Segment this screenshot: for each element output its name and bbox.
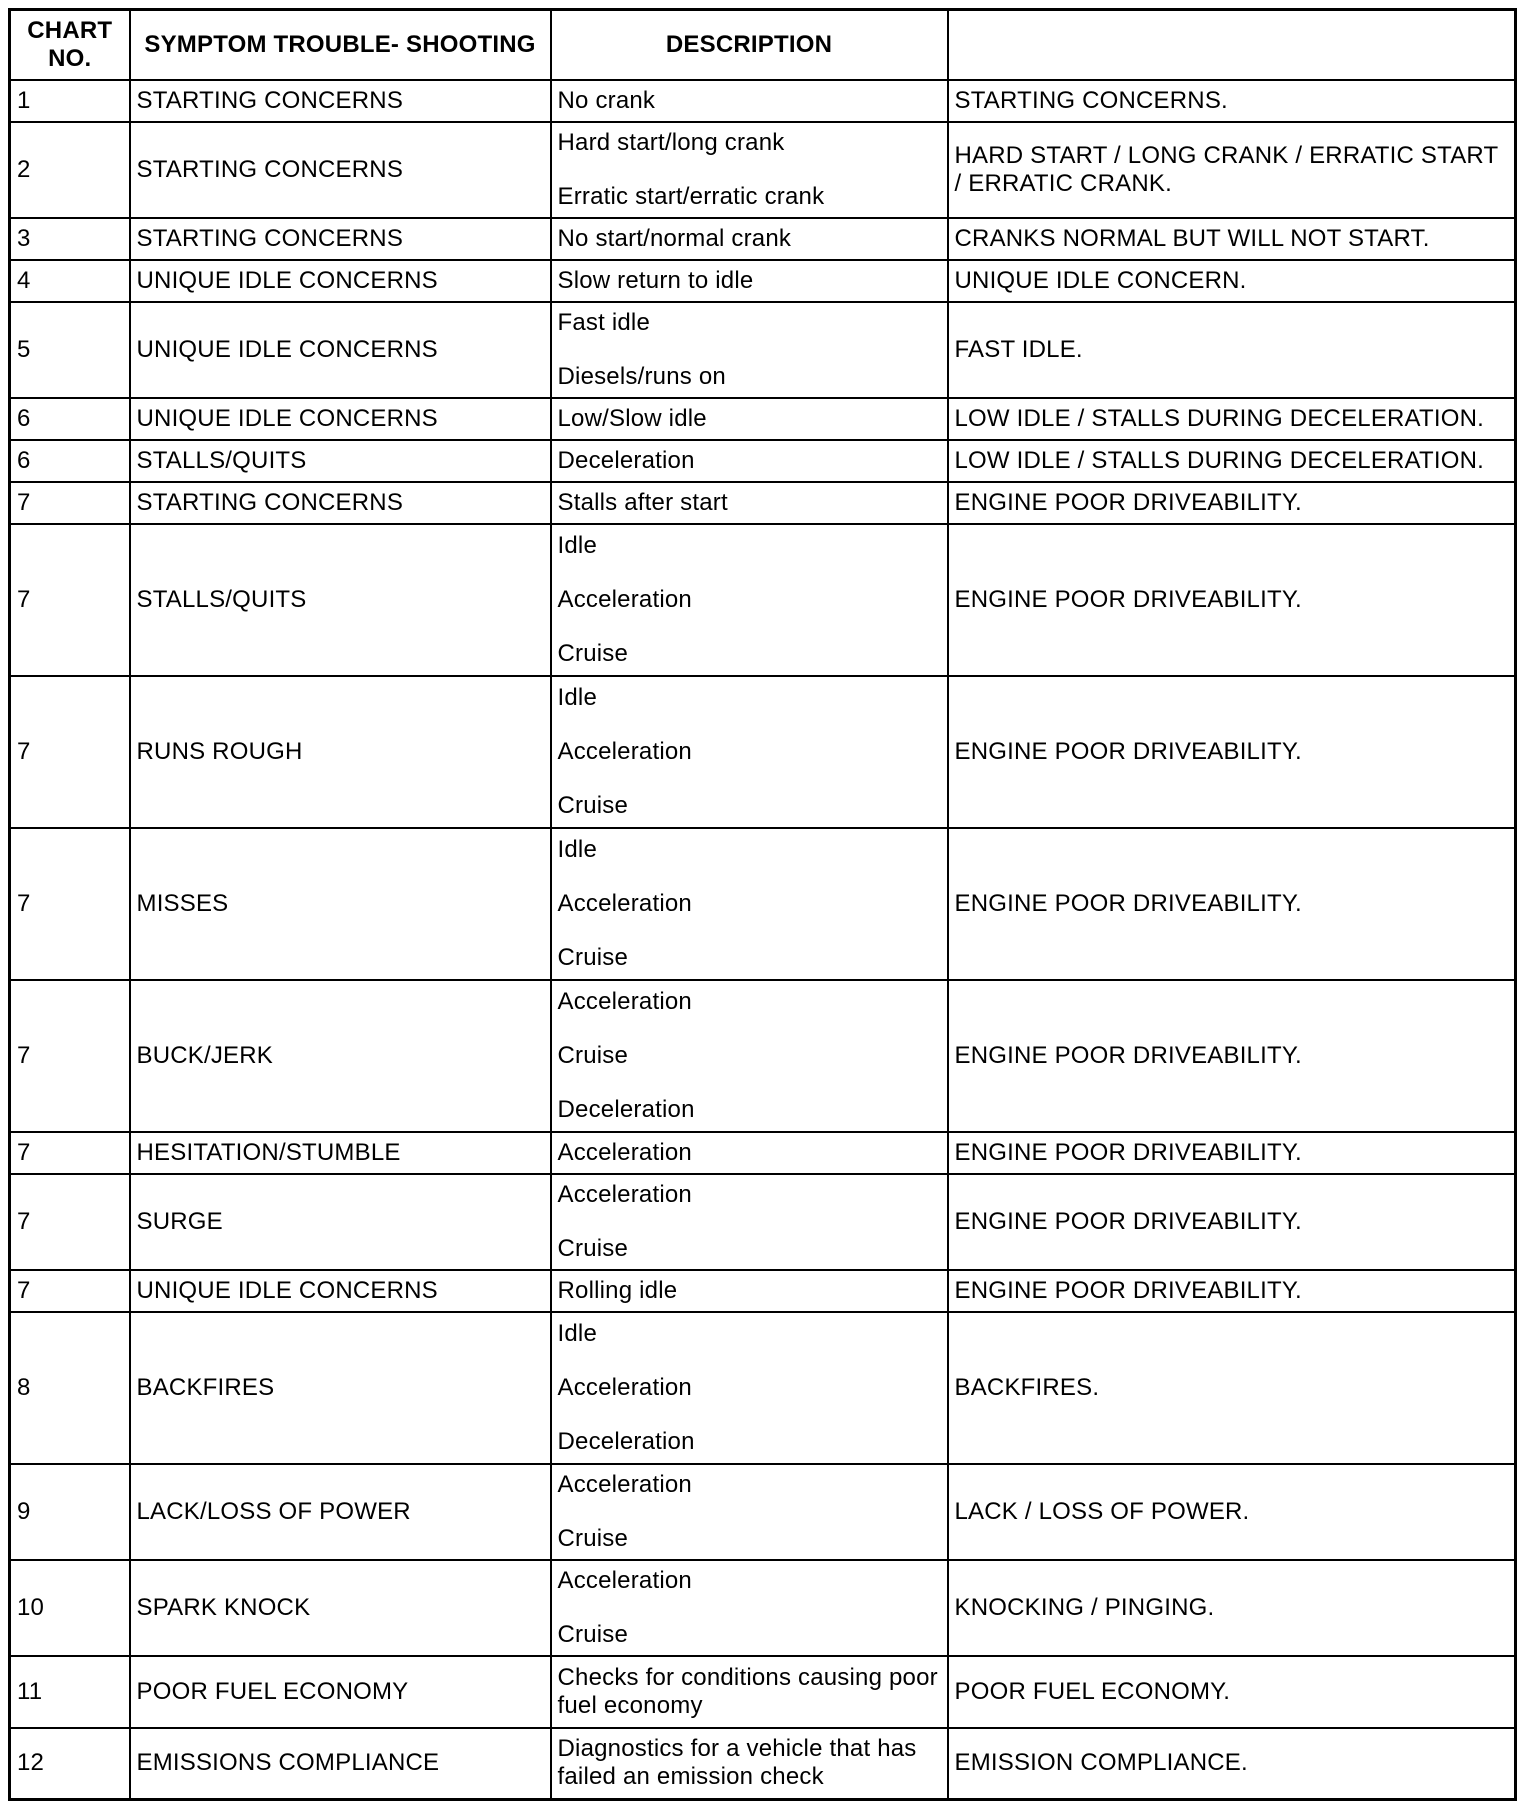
table-row [10,1656,1516,1728]
chart-no-cell: 7 [10,828,130,980]
description-line: Cruise [557,943,629,971]
description-line: Acceleration [557,1566,692,1594]
description-cell [551,1560,948,1656]
symptom-cell: BACKFIRES [130,1312,551,1464]
result-cell: HARD START / LONG CRANK / ERRATIC START / ERRATIC CRANK. [948,122,1516,218]
description-line: Hard start/long crank [557,128,785,156]
symptom-cell: UNIQUE IDLE CONCERNS [130,302,551,398]
description-line: Cruise [557,1524,629,1552]
result-cell: CRANKS NORMAL BUT WILL NOT START. [948,218,1516,260]
result-cell: KNOCKING / PINGING. [948,1560,1516,1656]
description-cell [551,260,948,302]
table-row [10,1270,1516,1312]
description-cell [551,440,948,482]
symptom-cell: STALLS/QUITS [130,440,551,482]
table-row [10,676,1516,828]
table-row [10,398,1516,440]
description-line: Cruise [557,791,629,819]
result-cell: ENGINE POOR DRIVEABILITY. [948,482,1516,524]
table-row [10,1132,1516,1174]
chart-no-cell: 9 [10,1464,130,1560]
symptom-cell: UNIQUE IDLE CONCERNS [130,260,551,302]
description-line: Acceleration [557,1373,692,1401]
result-cell: LOW IDLE / STALLS DURING DECELERATION. [948,440,1516,482]
table-row [10,1728,1516,1800]
table-row [10,1464,1516,1560]
description-line: Slow return to idle [557,266,754,294]
symptom-cell: SPARK KNOCK [130,1560,551,1656]
result-cell: UNIQUE IDLE CONCERN. [948,260,1516,302]
symptom-cell: MISSES [130,828,551,980]
result-cell: ENGINE POOR DRIVEABILITY. [948,980,1516,1132]
table-row [10,1560,1516,1656]
symptom-cell: STARTING CONCERNS [130,482,551,524]
description-cell [551,1656,948,1728]
description-line: Cruise [557,1620,629,1648]
symptom-cell: STARTING CONCERNS [130,122,551,218]
description-line: Cruise [557,1041,629,1069]
result-cell: EMISSION COMPLIANCE. [948,1728,1516,1800]
result-cell: LOW IDLE / STALLS DURING DECELERATION. [948,398,1516,440]
result-cell: ENGINE POOR DRIVEABILITY. [948,828,1516,980]
result-cell: ENGINE POOR DRIVEABILITY. [948,524,1516,676]
chart-no-cell: 7 [10,1132,130,1174]
chart-no-cell: 7 [10,1174,130,1270]
header-symptom: SYMPTOM TROUBLE- SHOOTING [130,10,551,80]
table-row [10,524,1516,676]
description-line: Low/Slow idle [557,404,707,432]
table-row [10,980,1516,1132]
result-cell: ENGINE POOR DRIVEABILITY. [948,1270,1516,1312]
description-line: Deceleration [557,1427,695,1455]
description-line: Deceleration [557,1095,695,1123]
chart-no-cell: 6 [10,440,130,482]
table-row [10,828,1516,980]
symptom-cell: STARTING CONCERNS [130,80,551,122]
description-line: Acceleration [557,889,692,917]
table-row [10,482,1516,524]
symptom-chart-table [8,8,1517,1801]
symptom-cell: STARTING CONCERNS [130,218,551,260]
description-line: Acceleration [557,987,692,1015]
table-row [10,260,1516,302]
symptom-cell: LACK/LOSS OF POWER [130,1464,551,1560]
symptom-cell: RUNS ROUGH [130,676,551,828]
result-cell: ENGINE POOR DRIVEABILITY. [948,1132,1516,1174]
table-row [10,302,1516,398]
symptom-cell: STALLS/QUITS [130,524,551,676]
chart-no-cell: 7 [10,524,130,676]
description-cell [551,980,948,1132]
header-description: DESCRIPTION [551,10,948,80]
description-line: No start/normal crank [557,224,792,252]
description-cell [551,1174,948,1270]
chart-no-cell: 6 [10,398,130,440]
description-line: Deceleration [557,446,695,474]
description-line: Idle [557,835,597,863]
description-line: Erratic start/erratic crank [557,182,825,210]
table-row [10,122,1516,218]
result-cell: ENGINE POOR DRIVEABILITY. [948,1174,1516,1270]
symptom-cell: HESITATION/STUMBLE [130,1132,551,1174]
symptom-cell: UNIQUE IDLE CONCERNS [130,398,551,440]
result-cell: FAST IDLE. [948,302,1516,398]
table-row [10,1174,1516,1270]
description-cell [551,122,948,218]
description-cell [551,1270,948,1312]
description-line: Acceleration [557,585,692,613]
description-cell [551,828,948,980]
description-cell [551,398,948,440]
chart-no-cell: 8 [10,1312,130,1464]
chart-no-cell: 4 [10,260,130,302]
description-line: Idle [557,531,597,559]
chart-no-cell: 2 [10,122,130,218]
description-line: Diesels/runs on [557,362,726,390]
chart-no-cell: 7 [10,482,130,524]
symptom-cell: UNIQUE IDLE CONCERNS [130,1270,551,1312]
description-cell [551,482,948,524]
description-cell [551,676,948,828]
chart-no-cell: 1 [10,80,130,122]
description-line: Checks for conditions causing poor fuel economy [557,1663,938,1719]
description-line: Idle [557,683,597,711]
chart-no-cell: 7 [10,1270,130,1312]
description-line: Acceleration [557,1470,692,1498]
chart-no-cell: 12 [10,1728,130,1800]
table-row [10,440,1516,482]
chart-no-cell: 11 [10,1656,130,1728]
description-line: Acceleration [557,1138,692,1166]
chart-no-cell: 3 [10,218,130,260]
symptom-cell: SURGE [130,1174,551,1270]
description-line: Acceleration [557,737,692,765]
description-cell [551,1728,948,1800]
chart-no-cell: 7 [10,676,130,828]
description-cell [551,302,948,398]
header-chart-no: CHART NO. [10,10,130,80]
description-cell [551,1132,948,1174]
chart-no-cell: 5 [10,302,130,398]
description-line: Stalls after start [557,488,728,516]
result-cell: LACK / LOSS OF POWER. [948,1464,1516,1560]
symptom-cell: EMISSIONS COMPLIANCE [130,1728,551,1800]
description-line: Idle [557,1319,597,1347]
result-cell: POOR FUEL ECONOMY. [948,1656,1516,1728]
description-line: Acceleration [557,1180,692,1208]
description-line: Fast idle [557,308,651,336]
description-line: No crank [557,86,656,114]
symptom-cell: POOR FUEL ECONOMY [130,1656,551,1728]
chart-no-cell: 10 [10,1560,130,1656]
description-line: Rolling idle [557,1276,678,1304]
description-cell [551,218,948,260]
table-row [10,218,1516,260]
description-cell [551,1464,948,1560]
header-row [10,10,1516,80]
chart-body [10,80,1516,1800]
chart-no-cell: 7 [10,980,130,1132]
description-cell [551,1312,948,1464]
table-row [10,1312,1516,1464]
header-result [948,10,1516,80]
description-line: Cruise [557,1234,629,1262]
symptom-cell: BUCK/JERK [130,980,551,1132]
result-cell: ENGINE POOR DRIVEABILITY. [948,676,1516,828]
description-line: Cruise [557,639,629,667]
description-line: Diagnostics for a vehicle that has failed an emission check [557,1735,917,1791]
description-cell [551,80,948,122]
description-cell [551,524,948,676]
table-row [10,80,1516,122]
result-cell: STARTING CONCERNS. [948,80,1516,122]
result-cell: BACKFIRES. [948,1312,1516,1464]
